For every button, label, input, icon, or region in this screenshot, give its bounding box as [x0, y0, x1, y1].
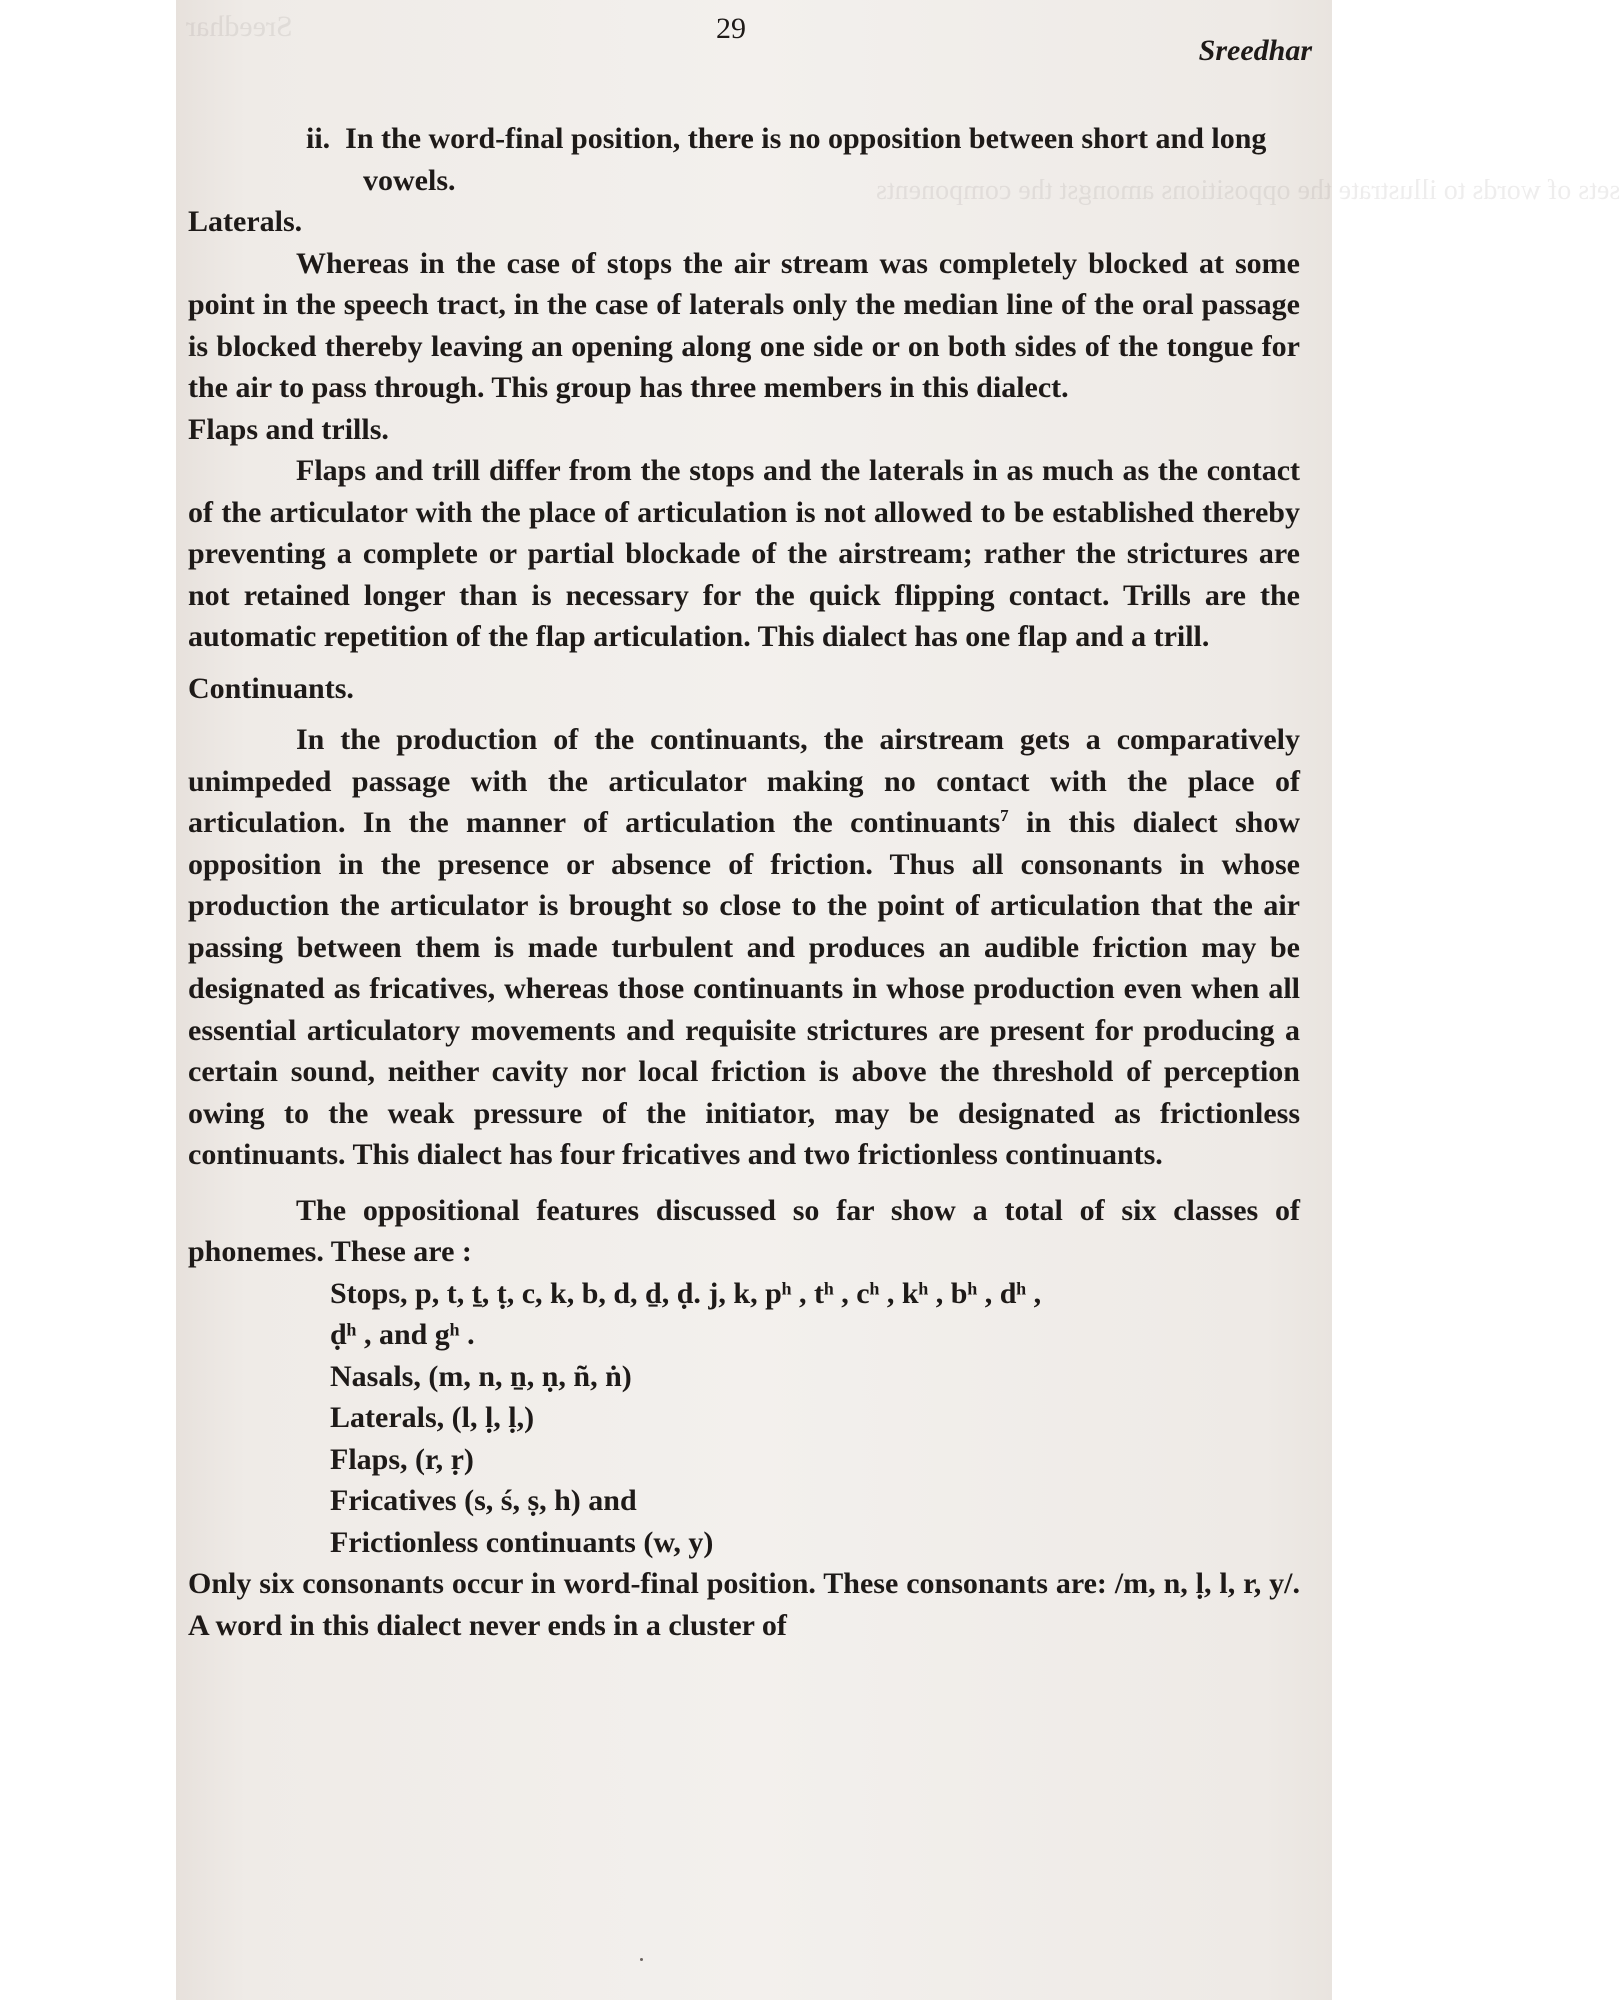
- body-text: [188, 118, 1300, 1646]
- phoneme-class-nasals: Nasals, (m, n, ṉ, ṇ, ñ, ṅ): [330, 1359, 632, 1393]
- book-page: [176, 0, 1620, 2000]
- paragraph-closing: Only six consonants occur in word-final position. These consonants are: /m, n, ḷ, l, r, y/. A word in this dialect never ends in a cluster of: [188, 1567, 1300, 1642]
- paragraph-laterals: Whereas in the case of stops the air stream was completely blocked at some point in the speech tract, in the case of laterals only the median line of the oral passage is blocked thereby leaving an opening along one side or on both sides of the tongue for the air to pass through. This group has three members in this dialect.: [188, 246, 1300, 404]
- phoneme-class-stops: Stops, p, t, ṯ, ṭ, c, k, b, d, ḏ, ḍ. j, k, pʰ , tʰ , cʰ , kʰ , bʰ , dʰ ,: [330, 1276, 1042, 1310]
- heading-continuants: Continuants.: [188, 671, 354, 705]
- show-through-text: Sreedhar: [186, 10, 293, 43]
- phoneme-class-fricatives: Fricatives (s, ś, ṣ, h) and: [330, 1484, 637, 1517]
- heading-laterals: Laterals.: [188, 205, 303, 238]
- continuants-text-part2: in this dialect show opposition in the presence or absence of friction. Thus all consonants in whose production the articulator is brought so close to the point of articulation that the air passing between them is made turbulent and produces an audible friction may be designated as fricatives, whereas those continuants in whose production even when all essential articulatory movements and requisite strictures are present for producing a certain sound, neither cavity nor local friction is above the threshold of perception owing to the weak pressure of the initiator, may be designated as frictionless continuants. This dialect has four fricatives and two frictionless continuants.: [188, 806, 1300, 1171]
- paragraph-continuants: [188, 719, 1300, 1176]
- phoneme-class-list: [188, 1273, 1300, 1564]
- list-marker: ii.: [306, 122, 331, 155]
- running-head-author: Sreedhar: [1198, 34, 1312, 67]
- phoneme-class-flaps: Flaps, (r, ṛ): [330, 1442, 474, 1476]
- phoneme-class-frictionless: Frictionless continuants (w, y): [330, 1525, 714, 1559]
- show-through-text: sets of words to illustrate the oppositions amongst the components: [876, 175, 1620, 206]
- phoneme-class-stops-continued: ḍʰ , and gʰ .: [330, 1318, 475, 1351]
- phoneme-class-laterals: Laterals, (l, ḷ, ḷ,): [330, 1401, 535, 1434]
- list-item-ii: [188, 118, 1300, 201]
- paragraph-summary-intro: The oppositional features discussed so far show a total of six classes of phonemes. These are :: [188, 1193, 1300, 1268]
- continuants-text-part1: In the production of the continuants, the airstream gets a comparatively unimpeded passage with the articulator making no contact with the place of articulation. In the manner of articulation the continuants: [188, 723, 1300, 839]
- heading-flaps-and-trills: Flaps and trills.: [188, 412, 389, 446]
- paper-speck: [640, 1958, 643, 1961]
- footnote-reference: 7: [1000, 806, 1009, 825]
- list-item-text: In the word-final position, there is no opposition between short and long vowels.: [345, 122, 1267, 197]
- paragraph-flaps-and-trills: Flaps and trill differ from the stops and the laterals in as much as the contact of the articulator with the place of articulation is not allowed to be established thereby preventing a complete or partial blockade of the airstream; rather the strictures are not retained longer than is necessary for the quick flipping contact. Trills are the automatic repetition of the flap articulation. This dialect has one flap and a trill.: [188, 454, 1300, 653]
- page-number: 29: [716, 12, 746, 45]
